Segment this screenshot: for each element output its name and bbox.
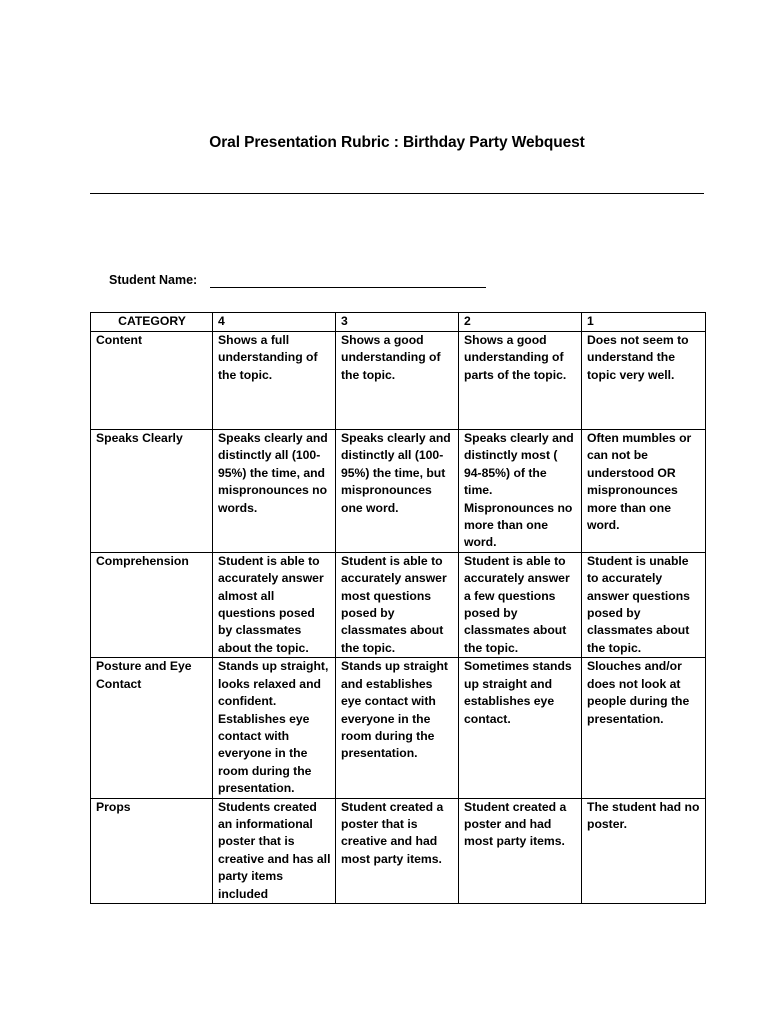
rubric-row-props bbox=[91, 798, 706, 903]
score-4-cell: Student is able to accurately answer almost all questions posed by classmates about the topic. bbox=[213, 552, 336, 657]
score-1-cell: The student had no poster. bbox=[582, 798, 706, 903]
score-1-cell: Slouches and/or does not look at people during the presentation. bbox=[582, 658, 706, 798]
category-cell: Content bbox=[91, 332, 213, 430]
score-4-cell: Speaks clearly and distinctly all (100-95%) the time, and mispronounces no words. bbox=[213, 430, 336, 553]
header-score-3: 3 bbox=[336, 313, 459, 332]
header-category: CATEGORY bbox=[91, 313, 213, 332]
score-4-cell: Stands up straight, looks relaxed and confident. Establishes eye contact with everyone in the room during the presentation. bbox=[213, 658, 336, 798]
student-name-blank-line bbox=[210, 287, 486, 288]
title-divider bbox=[90, 193, 704, 194]
score-2-cell: Speaks clearly and distinctly most ( 94-85%) of the time. Mispronounces no more than one word. bbox=[459, 430, 582, 553]
score-1-cell: Student is unable to accurately answer questions posed by classmates about the topic. bbox=[582, 552, 706, 657]
header-score-1: 1 bbox=[582, 313, 706, 332]
rubric-row-posture-eye-contact bbox=[91, 658, 706, 798]
rubric-row-comprehension bbox=[91, 552, 706, 657]
score-4-cell: Shows a full understanding of the topic. bbox=[213, 332, 336, 430]
header-score-2: 2 bbox=[459, 313, 582, 332]
rubric-row-speaks-clearly bbox=[91, 430, 706, 553]
category-cell: Comprehension bbox=[91, 552, 213, 657]
header-score-4: 4 bbox=[213, 313, 336, 332]
category-cell: Speaks Clearly bbox=[91, 430, 213, 553]
category-cell: Props bbox=[91, 798, 213, 903]
rubric-row-content bbox=[91, 332, 706, 430]
document-title: Oral Presentation Rubric : Birthday Party Webquest bbox=[209, 134, 585, 151]
rubric-header-row bbox=[91, 313, 706, 332]
score-3-cell: Student is able to accurately answer most questions posed by classmates about the topic. bbox=[336, 552, 459, 657]
score-4-cell: Students created an informational poster that is creative and has all party items included bbox=[213, 798, 336, 903]
score-2-cell: Student created a poster and had most party items. bbox=[459, 798, 582, 903]
score-1-cell: Does not seem to understand the topic very well. bbox=[582, 332, 706, 430]
score-2-cell: Shows a good understanding of parts of the topic. bbox=[459, 332, 582, 430]
student-name-label: Student Name: bbox=[109, 273, 198, 287]
score-3-cell: Student created a poster that is creative and had most party items. bbox=[336, 798, 459, 903]
score-1-cell: Often mumbles or can not be understood OR mispronounces more than one word. bbox=[582, 430, 706, 553]
score-3-cell: Shows a good understanding of the topic. bbox=[336, 332, 459, 430]
score-2-cell: Sometimes stands up straight and establishes eye contact. bbox=[459, 658, 582, 798]
rubric-table bbox=[90, 312, 706, 904]
score-3-cell: Stands up straight and establishes eye contact with everyone in the room during the presentation. bbox=[336, 658, 459, 798]
score-2-cell: Student is able to accurately answer a few questions posed by classmates about the topic. bbox=[459, 552, 582, 657]
category-cell: Posture and Eye Contact bbox=[91, 658, 213, 798]
score-3-cell: Speaks clearly and distinctly all (100-95%) the time, but mispronounces one word. bbox=[336, 430, 459, 553]
